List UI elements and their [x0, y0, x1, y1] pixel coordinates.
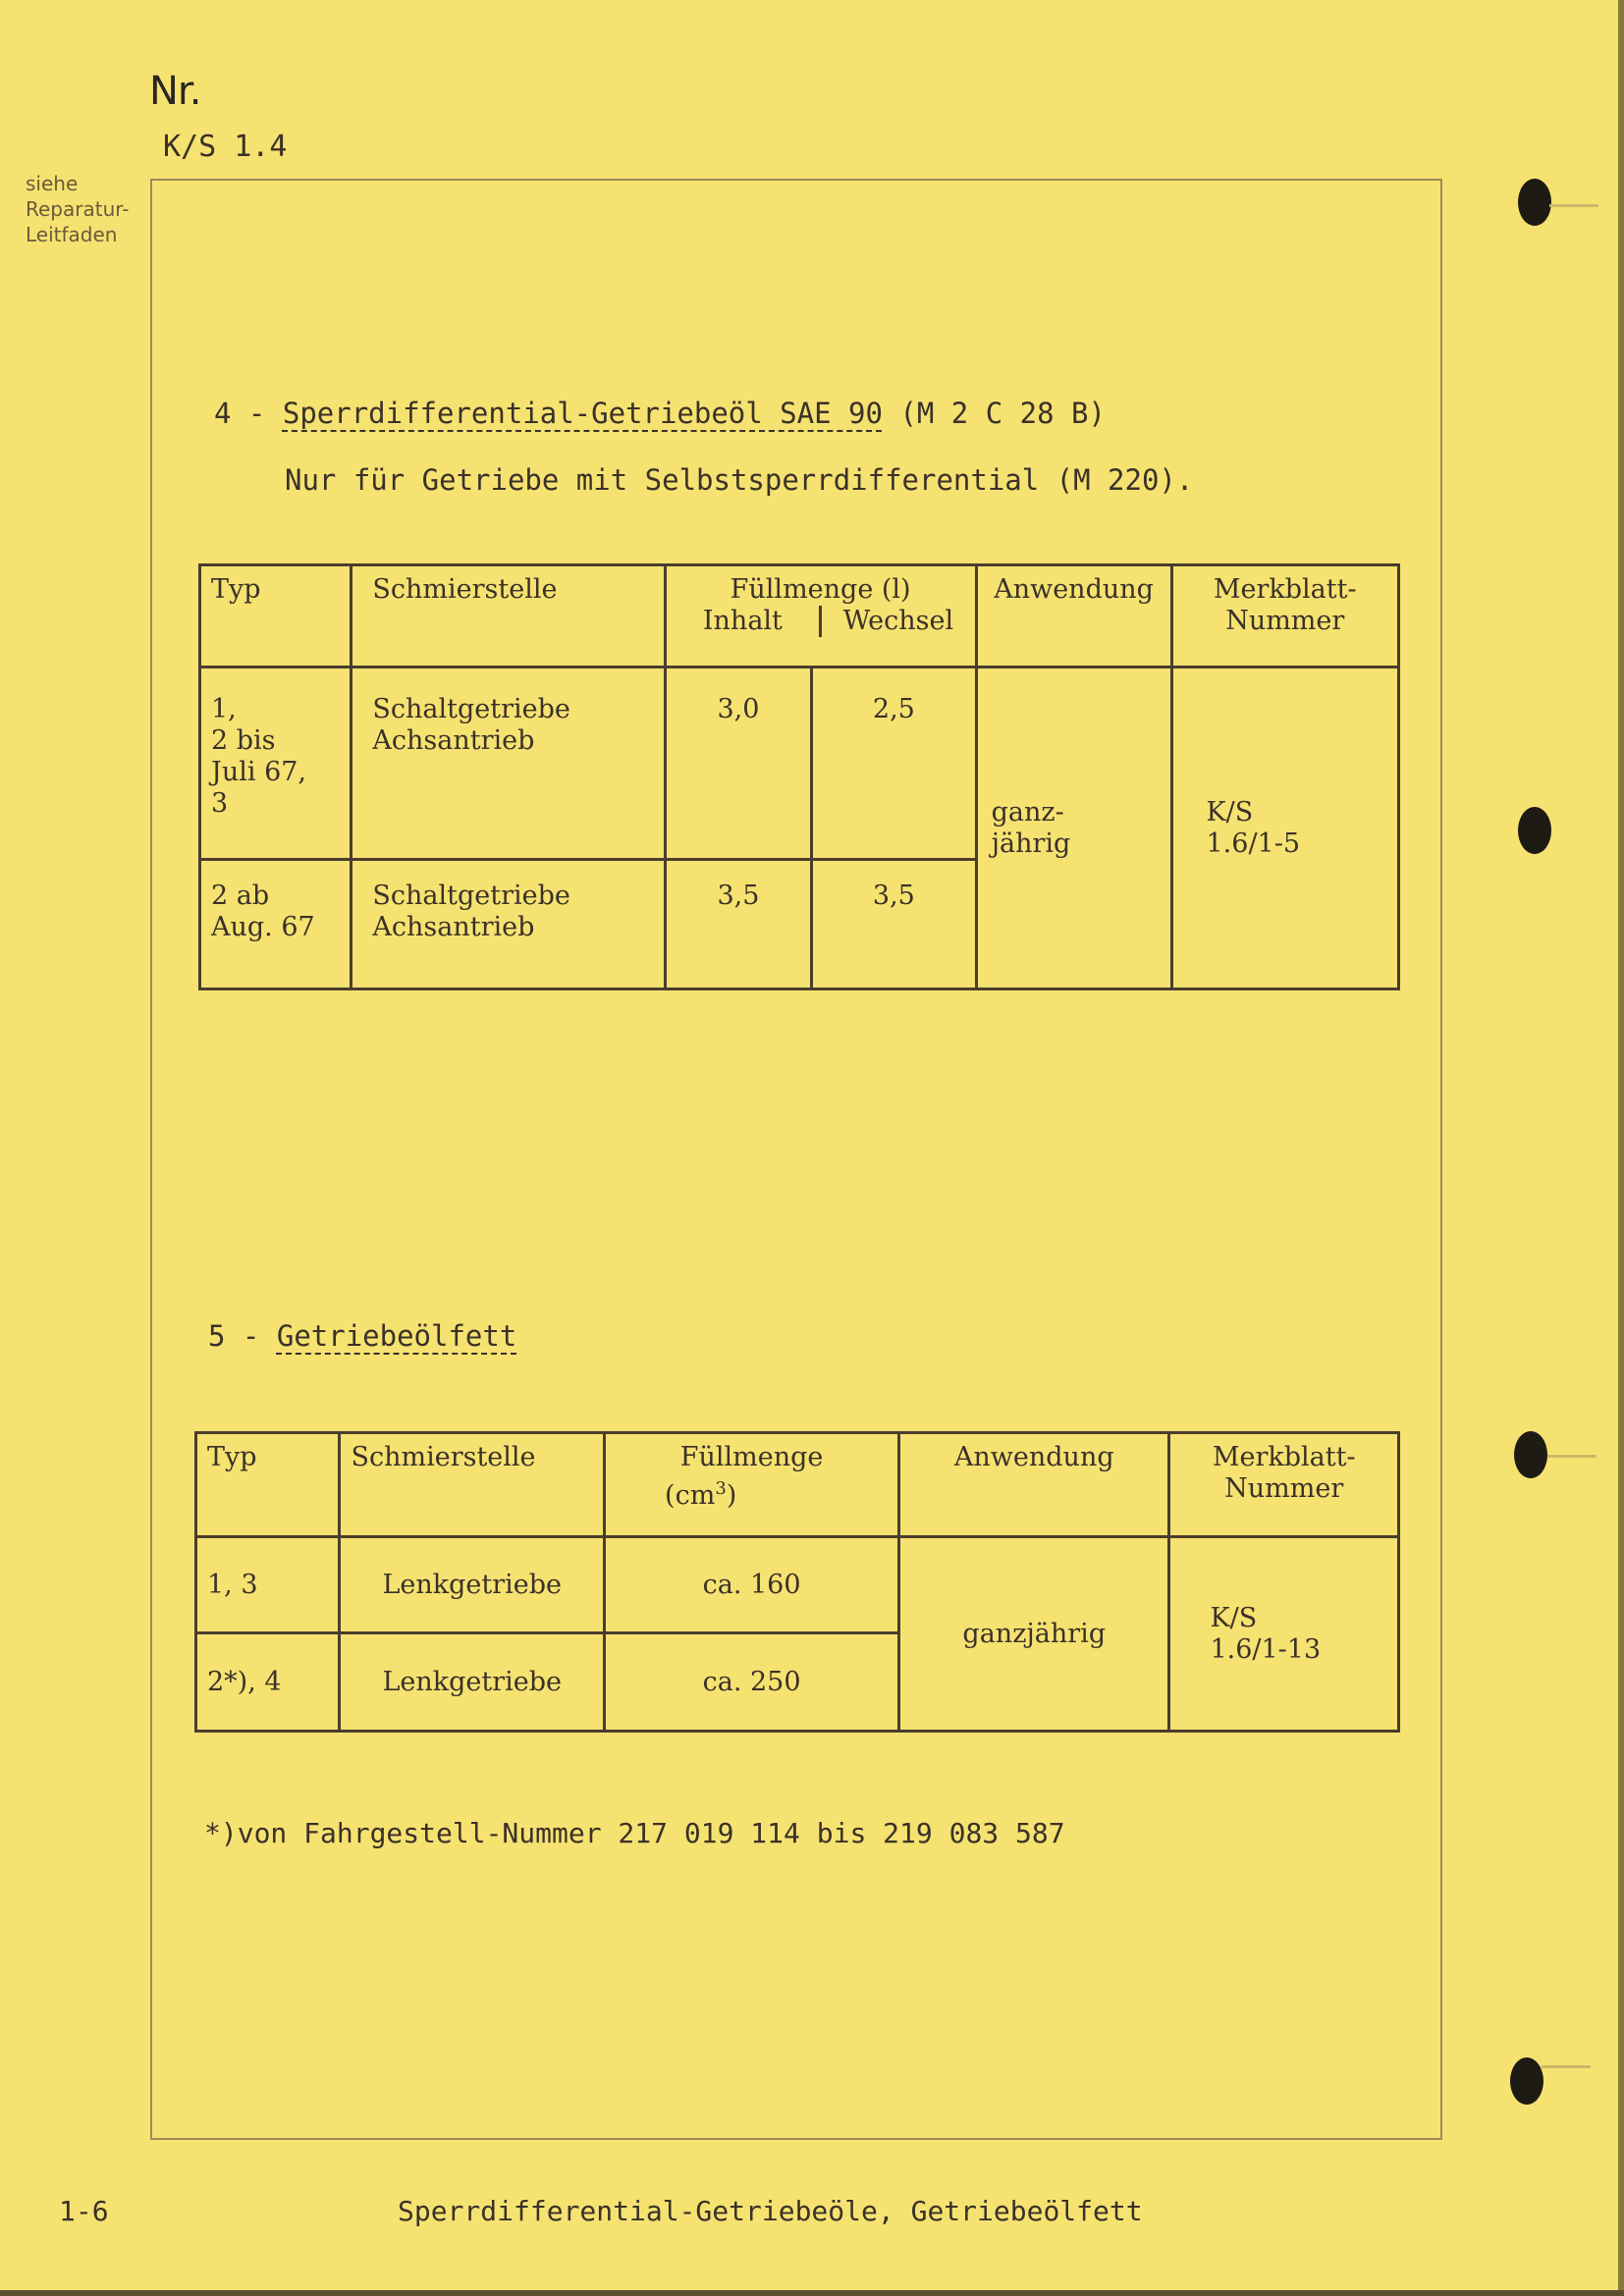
header-typ: Typ	[200, 565, 352, 667]
header-fuellmenge-sub	[667, 606, 975, 637]
footnote: *)von Fahrgestell-Nummer 217 019 114 bis 219 083 587	[204, 1817, 1065, 1849]
header-merkblatt-line: Nummer	[1224, 1473, 1344, 1504]
section-4-spec: (M 2 C 28 B)	[899, 397, 1106, 430]
cell-typ-line: 3	[211, 788, 229, 819]
cell-schmierstelle	[352, 667, 665, 860]
cell-schmierstelle-line: Achsantrieb	[372, 912, 535, 942]
header-merkblatt	[1169, 1433, 1399, 1537]
table-header-row	[196, 1433, 1399, 1537]
punch-hole-tail-1	[1549, 204, 1598, 207]
header-merkblatt-line: Merkblatt-	[1213, 574, 1357, 605]
footer-title: Sperrdifferential-Getriebeöle, Getriebeölfett	[398, 2195, 1143, 2227]
cell-schmierstelle-line: Schaltgetriebe	[372, 881, 570, 911]
side-note	[26, 171, 129, 247]
punch-hole-2	[1518, 807, 1551, 854]
header-merkblatt-line: Merkblatt-	[1212, 1442, 1356, 1472]
side-note-line: Leitfaden	[26, 223, 118, 246]
punch-hole-1	[1518, 179, 1551, 226]
section-5-number: 5 -	[208, 1319, 260, 1353]
header-schmierstelle: Schmierstelle	[352, 565, 665, 667]
section-5-table	[194, 1431, 1400, 1733]
cell-typ	[200, 667, 352, 860]
header-merkblatt-line: Nummer	[1225, 606, 1345, 636]
cell-anwendung-line: jährig	[991, 828, 1071, 859]
unit-base: (cm	[665, 1480, 716, 1511]
punch-hole-4	[1510, 2057, 1543, 2105]
cell-inhalt: 3,5	[665, 860, 812, 989]
punch-hole-tail-3	[1547, 1455, 1597, 1458]
section-4-note: Nur für Getriebe mit Selbstsperrdifferential (M 220).	[285, 463, 1194, 497]
cell-menge: ca. 250	[605, 1633, 899, 1732]
header-typ: Typ	[196, 1433, 340, 1537]
section-5-heading	[208, 1319, 516, 1353]
cell-schmierstelle	[352, 860, 665, 989]
side-note-line: siehe	[26, 172, 79, 195]
footer-page-number: 1-6	[59, 2195, 109, 2227]
cell-wechsel: 2,5	[812, 667, 976, 860]
header-fuellmenge-label: Füllmenge (l)	[730, 574, 911, 605]
punch-hole-3	[1514, 1431, 1547, 1478]
section-5-title: Getriebeölfett	[276, 1319, 517, 1353]
cell-schmierstelle: Lenkgetriebe	[340, 1633, 605, 1732]
unit-superscript: 3	[715, 1478, 727, 1499]
table-row	[200, 667, 1399, 860]
cell-typ: 1, 3	[196, 1537, 340, 1633]
header-anwendung: Anwendung	[899, 1433, 1169, 1537]
bottom-edge	[0, 2290, 1624, 2296]
cell-schmierstelle-line: Schaltgetriebe	[372, 694, 570, 724]
cell-typ-line: 2 bis	[211, 725, 276, 756]
nr-label: Nr.	[149, 69, 201, 114]
header-fuellmenge	[665, 565, 976, 667]
cell-anwendung-line: ganz-	[991, 796, 1064, 828]
header-anwendung: Anwendung	[976, 565, 1171, 667]
section-4-number: 4 -	[214, 397, 266, 430]
section-4-table	[198, 563, 1400, 990]
header-wechsel: Wechsel	[842, 606, 954, 636]
cell-menge: ca. 160	[605, 1537, 899, 1633]
cell-typ-line: Juli 67,	[211, 757, 307, 787]
cell-schmierstelle: Lenkgetriebe	[340, 1537, 605, 1633]
document-number: K/S 1.4	[163, 130, 288, 164]
cell-merkblatt-line: K/S	[1210, 1602, 1258, 1633]
cell-anwendung: ganzjährig	[899, 1537, 1169, 1732]
section-4-heading	[214, 397, 1106, 430]
section-4-title: Sperrdifferential-Getriebeöl SAE 90	[282, 397, 883, 430]
table-header-row	[200, 565, 1399, 667]
header-fuellmenge-label: Füllmenge	[679, 1442, 824, 1472]
header-inhalt: Inhalt	[667, 606, 822, 637]
header-merkblatt	[1171, 565, 1399, 667]
cell-merkblatt-line: 1.6/1-13	[1210, 1633, 1322, 1665]
cell-anwendung	[976, 667, 1171, 989]
cell-merkblatt	[1169, 1537, 1399, 1732]
cell-typ: 2*), 4	[196, 1633, 340, 1732]
cell-typ	[200, 860, 352, 989]
cell-typ-line: 1,	[211, 694, 237, 724]
cell-typ-line: Aug. 67	[211, 912, 315, 942]
cell-wechsel: 3,5	[812, 860, 976, 989]
page-edge	[1618, 0, 1624, 2296]
cell-merkblatt-line: 1.6/1-5	[1206, 828, 1301, 859]
header-fuellmenge	[605, 1433, 899, 1537]
cell-typ-line: 2 ab	[211, 881, 270, 911]
cell-merkblatt	[1171, 667, 1399, 989]
cell-schmierstelle-line: Achsantrieb	[372, 725, 535, 756]
side-note-line: Reparatur-	[26, 197, 130, 221]
table-row	[196, 1537, 1399, 1633]
unit-close: )	[726, 1480, 737, 1511]
punch-hole-tail-4	[1542, 2065, 1591, 2068]
header-schmierstelle: Schmierstelle	[340, 1433, 605, 1537]
cell-inhalt: 3,0	[665, 667, 812, 860]
cell-merkblatt-line: K/S	[1206, 796, 1254, 828]
header-fuellmenge-unit	[616, 1473, 888, 1512]
